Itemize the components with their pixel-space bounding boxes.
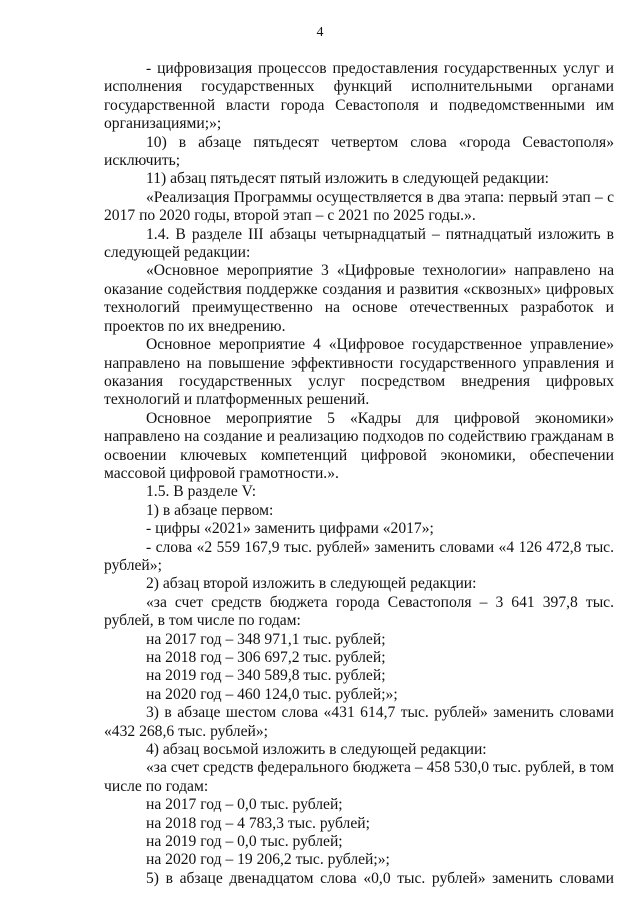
- paragraph-measure-4: Основное мероприятие 4 «Цифровое государственное управление» направлено на повышение эффективности государственного управления и оказания государственных услуг посредством внедрения цифровых технологий и платформенных решений.: [104, 336, 614, 409]
- paragraph-words-replace: - слова «2 559 167,9 тыс. рублей» заменить словами «4 126 472,8 тыс. рублей»;: [104, 538, 614, 574]
- paragraph-item-2: 2) абзац второй изложить в следующей редакции:: [146, 575, 477, 593]
- paragraph-digits-replace: - цифры «2021» заменить цифрами «2017»;: [146, 520, 434, 538]
- paragraph-year-2017: на 2017 год – 348 971,1 тыс. рублей;: [146, 630, 386, 648]
- paragraph-amendment-11: 11) абзац пятьдесят пятый изложить в следующей редакции:: [146, 170, 550, 188]
- paragraph-federal-2018: на 2018 год – 4 783,3 тыс. рублей;: [146, 814, 370, 832]
- paragraph-digitalization-item: - цифровизация процессов предоставления государственных услуг и исполнения государственных функций исполнительными органами государственной власти города Севастополя и подведомственными им организациями;»;: [104, 60, 614, 133]
- paragraph-item-1: 1) в абзаце первом:: [146, 501, 274, 519]
- paragraph-item-5: 5) в абзаце двенадцатом слова «0,0 тыс. рублей» заменить словами: [146, 869, 614, 887]
- paragraph-item-3: 3) в абзаце шестом слова «431 614,7 тыс. рублей» заменить словами «432 268,6 тыс. рублей»;: [104, 704, 614, 740]
- paragraph-measure-5: Основное мероприятие 5 «Кадры для цифровой экономики» направлено на создание и реализацию подходов по содействию гражданам в освоении ключевых компетенций цифровой экономики, обеспечении массовой цифровой грамотности.».: [104, 409, 614, 482]
- paragraph-program-stages: «Реализация Программы осуществляется в два этапа: первый этап – с 2017 по 2020 годы, второй этап – с 2021 по 2025 годы.».: [104, 188, 614, 225]
- paragraph-federal-budget: «за счет средств федерального бюджета – 458 530,0 тыс. рублей, в том числе по годам:: [104, 759, 614, 795]
- page-number: 4: [316, 25, 324, 40]
- paragraph-federal-2017: на 2017 год – 0,0 тыс. рублей;: [146, 796, 343, 814]
- paragraph-measure-3: «Основное мероприятие 3 «Цифровые технологии» направлено на оказание содействия поддержке создания и развития «сквозных» цифровых технологий преимущественно на основе отечественных разработок и проектов по их внедрению.: [104, 262, 614, 335]
- paragraph-year-2019: на 2019 год – 340 589,8 тыс. рублей;: [146, 667, 386, 685]
- paragraph-city-budget: «за счет средств бюджета города Севастополя – 3 641 397,8 тыс. рублей, в том числе по годам:: [104, 593, 614, 630]
- paragraph-federal-2019: на 2019 год – 0,0 тыс. рублей;: [146, 833, 343, 851]
- paragraph-federal-2020: на 2020 год – 19 206,2 тыс. рублей;»;: [146, 851, 390, 869]
- paragraph-amendment-10: 10) в абзаце пятьдесят четвертом слова «города Севастополя» исключить;: [104, 133, 614, 170]
- paragraph-year-2018: на 2018 год – 306 697,2 тыс. рублей;: [146, 649, 386, 666]
- paragraph-section-1-4: 1.4. В разделе III абзацы четырнадцатый – пятнадцатый изложить в следующей редакции:: [104, 225, 614, 262]
- document-body: [104, 60, 614, 888]
- paragraph-year-2020: на 2020 год – 460 124,0 тыс. рублей;»;: [146, 685, 398, 703]
- paragraph-item-4: 4) абзац восьмой изложить в следующей редакции:: [146, 741, 487, 759]
- paragraph-section-1-5: 1.5. В разделе V:: [146, 483, 257, 501]
